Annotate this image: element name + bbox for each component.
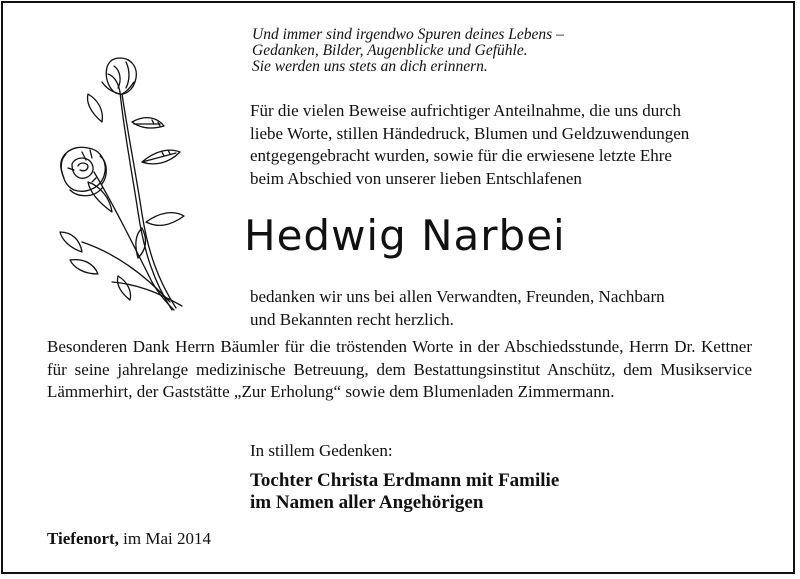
signer-line: Tochter Christa Erdmann mit Familie <box>250 470 560 491</box>
place-date <box>47 528 211 550</box>
signers <box>250 470 559 514</box>
intro-line: beim Abschied von unserer lieben Entschlafenen <box>250 168 582 188</box>
thanks-paragraph <box>250 286 754 331</box>
poem-line: Gedanken, Bilder, Augenblicke und Gefühle. <box>252 42 528 59</box>
thanks-line: und Bekannten recht herzlich. <box>250 309 454 329</box>
intro-paragraph <box>250 100 754 190</box>
place: Tiefenort, <box>47 529 119 548</box>
signer-line: im Namen aller Angehörigen <box>250 492 484 513</box>
intro-line: entgegengebracht wurden, sowie für die erwiesene letzte Ehre <box>250 146 672 165</box>
poem-line: Und immer sind irgendwo Spuren deines Lebens – <box>252 26 564 43</box>
rose-icon <box>42 52 210 314</box>
special-thanks-paragraph: Besonderen Dank Herrn Bäumler für die tröstenden Worte in der Abschiedsstunde, Herrn Dr. Kettner für seine jahrelange medizinische Betreuung, dem Bestattungsinstitut Anschütz, dem Musikservice Lämmerhirt, der Gaststätte „Zur Erholung“ sowie dem Blumenladen Zimmermann. <box>47 337 752 401</box>
date: im Mai 2014 <box>123 529 212 548</box>
deceased-name: Hedwig Narbei <box>244 211 566 260</box>
thanks-line: bedanken wir uns bei allen Verwandten, Freunden, Nachbarn <box>250 287 665 306</box>
in-memory-label: In stillem Gedenken: <box>250 441 393 460</box>
poem <box>252 27 752 75</box>
intro-line: liebe Worte, stillen Händedruck, Blumen und Geldzuwendungen <box>250 123 690 143</box>
poem-line: Sie werden uns stets an dich erinnern. <box>252 58 488 75</box>
intro-line: Für die vielen Beweise aufrichtiger Anteilnahme, die uns durch <box>250 101 682 120</box>
